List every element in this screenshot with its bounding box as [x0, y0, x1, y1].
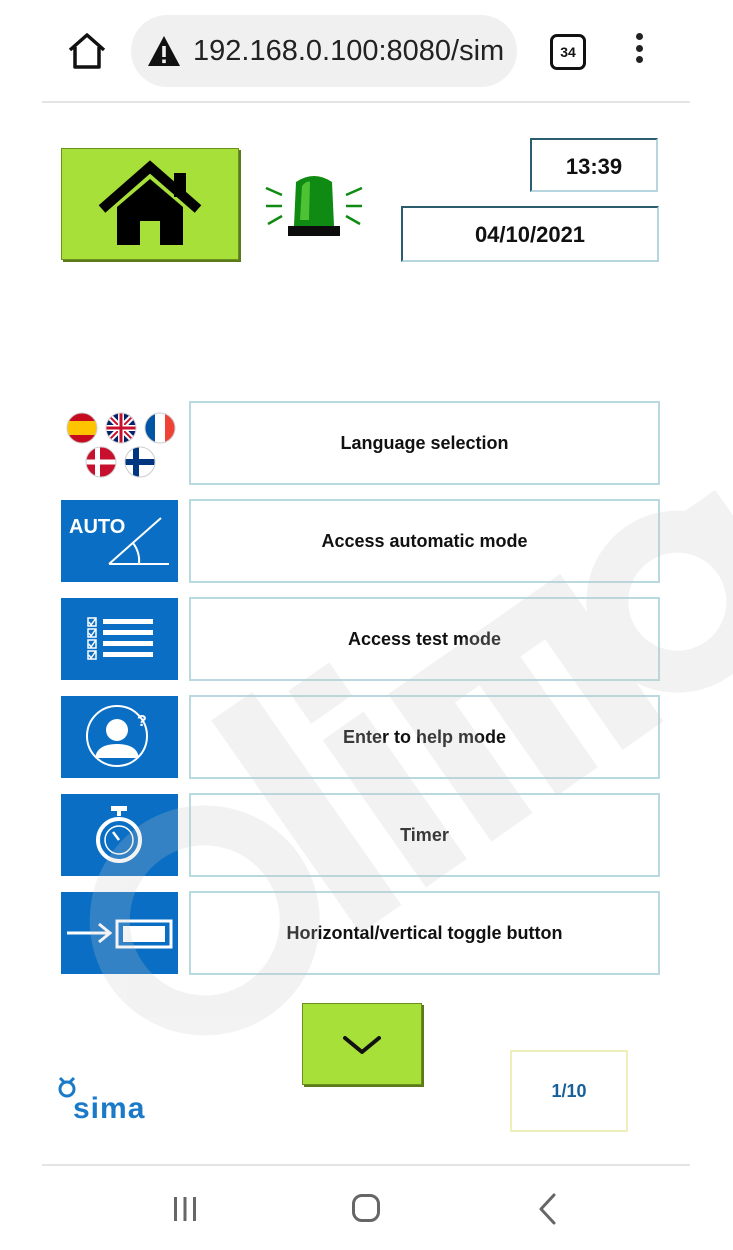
menu-row-timer[interactable] — [61, 793, 660, 877]
clock-time: 13:39 — [530, 138, 658, 192]
orientation-toggle-icon — [61, 892, 178, 974]
address-bar[interactable] — [131, 15, 517, 87]
menu-row-automatic[interactable] — [61, 499, 660, 583]
access-test-mode-button[interactable]: Access test mode — [189, 597, 660, 681]
url-text[interactable]: 192.168.0.100:8080/sim — [193, 35, 505, 67]
page-indicator: 1/10 — [510, 1050, 628, 1132]
scroll-down-button[interactable] — [302, 1003, 422, 1085]
sima-logo — [55, 1074, 175, 1130]
system-home-icon[interactable] — [352, 1194, 380, 1222]
stopwatch-icon — [61, 794, 178, 876]
siren-icon — [262, 168, 366, 242]
chevron-down-icon — [303, 1004, 421, 1084]
auto-icon-text: AUTO — [69, 516, 126, 538]
menu-row-test[interactable] — [61, 597, 660, 681]
menu-row-help[interactable] — [61, 695, 660, 779]
home-button[interactable] — [61, 148, 239, 260]
help-person-icon — [61, 696, 178, 778]
test-checklist-icon — [61, 598, 178, 680]
tab-switcher-button[interactable]: 34 — [550, 34, 586, 70]
back-icon[interactable] — [536, 1192, 558, 1226]
timer-button[interactable]: Timer — [189, 793, 660, 877]
recent-apps-icon[interactable] — [172, 1196, 198, 1222]
access-automatic-mode-button[interactable]: Access automatic mode — [189, 499, 660, 583]
more-options-icon[interactable] — [628, 33, 650, 69]
logo-text: sima — [73, 1092, 146, 1125]
enter-help-mode-button[interactable]: Enter to help mode — [189, 695, 660, 779]
svg-text:?: ? — [137, 713, 147, 730]
toolbar-divider — [42, 101, 690, 103]
browser-toolbar — [0, 0, 733, 102]
browser-home-icon[interactable] — [66, 30, 108, 72]
orientation-toggle-button[interactable]: Horizontal/vertical toggle button — [189, 891, 660, 975]
house-icon — [62, 149, 238, 259]
language-flags-icon — [61, 402, 178, 484]
language-selection-button[interactable]: Language selection — [189, 401, 660, 485]
system-navigation-bar — [0, 1166, 733, 1250]
clock-date: 04/10/2021 — [401, 206, 659, 262]
menu-row-orientation[interactable] — [61, 891, 660, 975]
auto-mode-icon — [61, 500, 178, 582]
warning-icon[interactable] — [147, 35, 181, 67]
menu-row-language[interactable] — [61, 401, 660, 485]
